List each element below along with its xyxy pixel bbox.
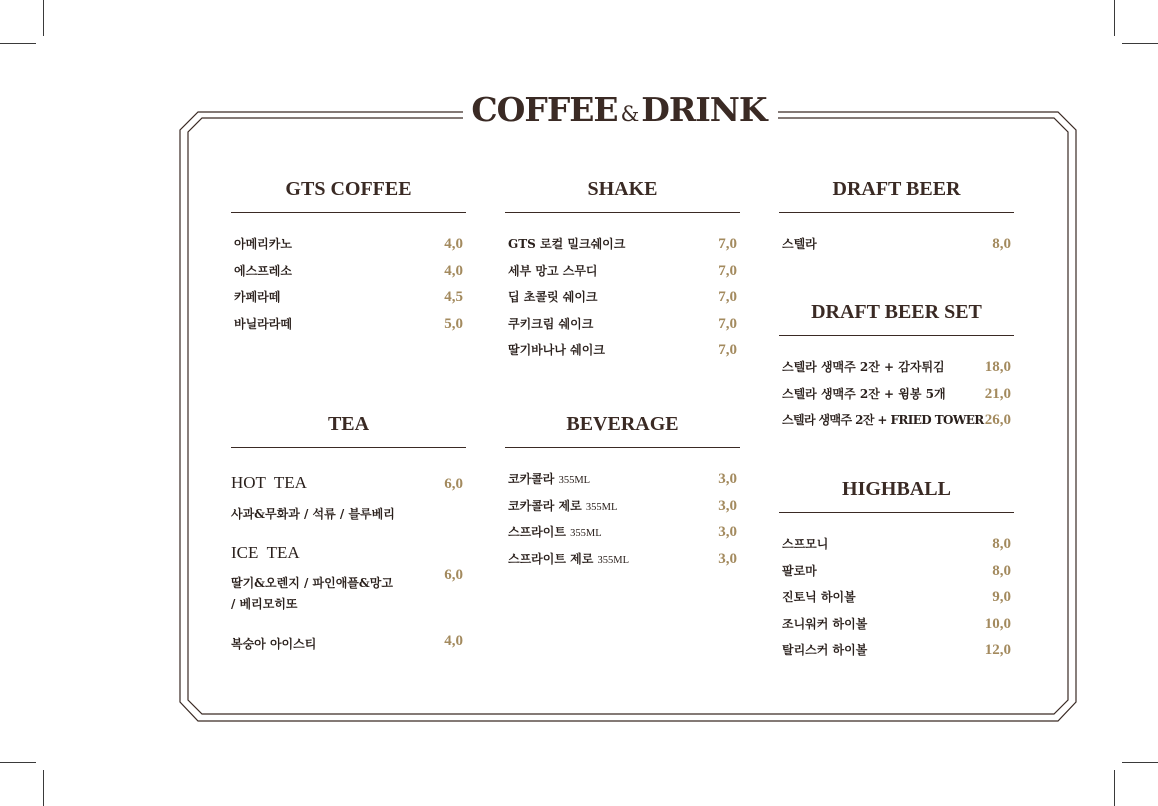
item-name-text: 코카콜라 [508,472,555,486]
item-price: 4,0 [444,236,463,252]
section-divider [779,512,1014,513]
menu-item [505,315,740,342]
menu-item [231,288,466,315]
section-divider [779,335,1014,336]
section-gts-coffee [231,176,466,341]
item-price: 3,0 [718,524,737,540]
title-ampersand: & [620,102,639,126]
item-name: 딸기바나나 쉐이크 [508,343,605,357]
section-draft-beer [779,176,1014,262]
item-price: 26,0 [984,412,1011,428]
section-shake [505,176,740,368]
menu-item [779,385,1014,412]
section-highball [779,476,1014,668]
peach-iced-tea-price: 4,0 [444,633,463,649]
item-price: 12,0 [984,642,1011,658]
hot-tea-heading: HOT TEA [231,473,307,492]
section-divider [505,447,740,448]
item-name: 스프모니 [782,537,829,551]
section-title: SHAKE [587,178,658,200]
item-name: 카페라떼 [234,290,281,304]
section-divider [231,447,466,448]
menu-item [779,358,1014,385]
ice-tea-heading: ICE TEA [231,543,300,562]
menu-item [505,235,740,262]
item-price: 7,0 [718,236,737,252]
item-name-text: 스프라이트 제로 [508,551,594,566]
menu-item [505,550,740,577]
hot-tea-flavors: 사과&무화과 / 석류 / 블루베리 [231,507,395,521]
item-name [508,523,602,540]
item-name: GTS 로컬 밀크쉐이크 [508,237,626,251]
item-name: 아메리카노 [234,237,292,251]
item-name: 진토닉 하이볼 [782,590,856,604]
item-price: 7,0 [718,342,737,358]
item-name [508,470,590,487]
item-price: 3,0 [718,471,737,487]
menu-item [779,235,1014,262]
section-title: BEVERAGE [566,413,679,435]
section-divider [779,212,1014,213]
ice-tea-price: 6,0 [444,567,463,583]
section-title: DRAFT BEER [832,178,961,200]
item-name: 딥 초콜릿 쉐이크 [508,290,598,304]
item-name: 스텔라 생맥주 2잔 + 윙봉 5개 [782,386,946,401]
section-title: TEA [327,413,370,435]
item-price: 7,0 [718,289,737,305]
menu-item [505,262,740,289]
item-name: 탈리스커 하이볼 [782,643,868,657]
item-price: 21,0 [984,385,1011,402]
section-beverage [505,411,740,576]
item-price: 8,0 [992,236,1011,252]
item-name: 스텔라 [782,237,817,251]
item-price: 4,5 [444,289,463,305]
item-name: 쿠키크림 쉐이크 [508,316,594,331]
menu-item [779,615,1014,642]
menu-item [505,497,740,524]
hot-tea-price: 6,0 [444,476,463,492]
section-title: GTS COFFEE [285,178,412,200]
item-price: 18,0 [984,359,1011,375]
item-price: 4,0 [444,262,463,279]
item-volume: 355ML [558,475,591,486]
ice-tea-flavors-line2: / 베리모히또 [231,597,298,611]
menu-item [231,315,466,342]
item-name: 세부 망고 스무디 [508,263,598,278]
item-name [508,550,629,567]
section-divider [231,212,466,213]
item-name: 조니워커 하이볼 [782,616,868,631]
title-drink: DRINK [641,90,767,129]
item-name-text: 코카콜라 제로 [508,498,582,513]
peach-iced-tea-name: 복숭아 아이스티 [231,637,317,651]
item-price: 8,0 [992,536,1011,552]
section-title: DRAFT BEER SET [811,301,982,323]
item-volume: 355ML [570,528,602,539]
section-tea [231,411,466,671]
menu-item [779,641,1014,668]
item-name-text: 스프라이트 [508,525,566,539]
ice-tea-flavors-line1: 딸기&오렌지 / 파인애플&망고 [231,576,393,590]
item-volume: 355ML [597,554,630,566]
item-price: 7,0 [718,315,737,332]
menu-item [779,562,1014,589]
menu-item [505,341,740,368]
item-name: 에스프레소 [234,263,292,278]
item-price: 9,0 [992,589,1011,605]
item-price: 3,0 [718,497,737,514]
item-name: 바닐라라떼 [234,316,292,331]
item-volume: 355ML [585,501,618,513]
menu-item [779,411,1014,438]
section-title: HIGHBALL [842,478,951,500]
menu-item [505,470,740,497]
menu-item [779,588,1014,615]
menu-item [505,288,740,315]
item-name: 스텔라 생맥주 2잔 + FRIED TOWER [782,413,984,427]
menu-item [231,235,466,262]
menu-title [463,90,775,129]
section-draft-beer-set [779,299,1014,438]
menu-item [779,535,1014,562]
item-name [508,497,617,514]
item-price: 3,0 [718,550,737,567]
item-name: 팔로마 [782,563,817,578]
item-name: 스텔라 생맥주 2잔 + 감자튀김 [782,360,945,374]
item-price: 8,0 [992,562,1011,579]
item-price: 5,0 [444,315,463,332]
item-price: 10,0 [984,615,1011,632]
menu-item [505,523,740,550]
item-price: 7,0 [718,262,737,279]
title-coffee: COFFEE [471,90,618,129]
section-divider [505,212,740,213]
menu-item [231,262,466,289]
